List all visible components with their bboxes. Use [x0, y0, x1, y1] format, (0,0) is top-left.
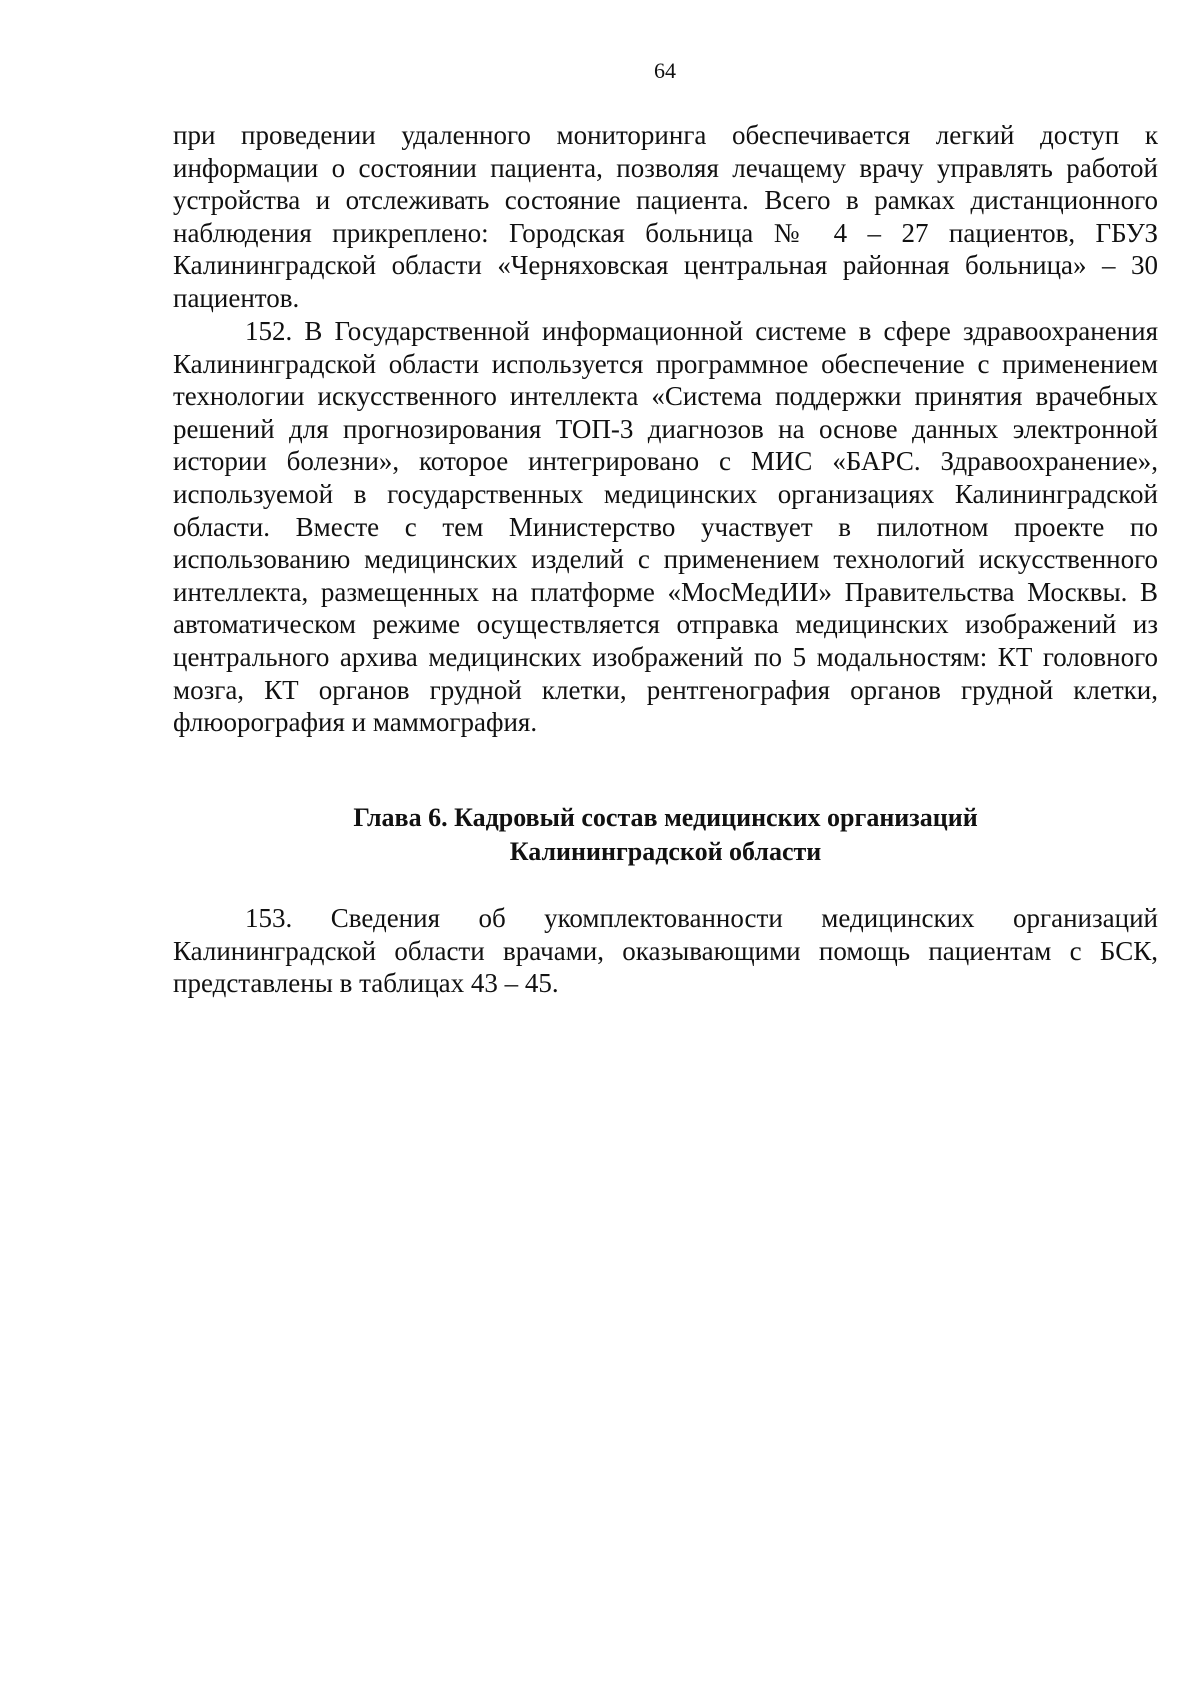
paragraph-text: 152. В Государственной информационной системе в сфере здравоохранения Калининградской области используется программное обеспечение с применением технологии искусственного интеллекта «Система поддержки принятия врачебных решений для прогнозирования ТОП-3 диагнозов на основе данных электронной истории болезни», которое интегрировано с МИС «БАРС. Здравоохранение», используемой в государственных медицинских организациях Калининградской области. Вместе с тем Министерство участвует в пилотном проекте по использованию медицинских изделий с применением технологий искусственного интеллекта, размещенных на платформе «МосМедИИ» Правительства Москвы. В автоматическом режиме осуществляется отправка медицинских изображений из центрального архива медицинских изображений по 5 модальностям: КТ головного мозга, КТ органов грудной клетки, рентгенография органов грудной клетки, флюорография и маммография. [173, 316, 1158, 738]
paragraph-153 [173, 902, 1158, 1000]
chapter-heading-line-2: Калининградской области [509, 837, 822, 866]
paragraph-text: 153. Сведения об укомплектованности медицинских организаций Калининградской области врачами, оказывающими помощь пациентам с БСК, представлены в таблицах 43 – 45. [173, 903, 1158, 999]
chapter-heading-line-1: Глава 6. Кадровый состав медицинских организаций [353, 803, 978, 832]
chapter-heading [173, 801, 1158, 869]
paragraph-text: при проведении удаленного мониторинга обеспечивается легкий доступ к информации о состоянии пациента, позволяя лечащему врачу управлять работой устройства и отслеживать состояние пациента. Всего в рамках дистанционного наблюдения прикреплено: Городская больница № 4 – 27 пациентов, ГБУЗ Калининградской области «Черняховская центральная районная больница» – 30 пациентов. [173, 120, 1158, 313]
page-number: 64 [654, 58, 676, 83]
paragraph-continuation [173, 119, 1158, 315]
paragraph-152 [173, 315, 1158, 739]
